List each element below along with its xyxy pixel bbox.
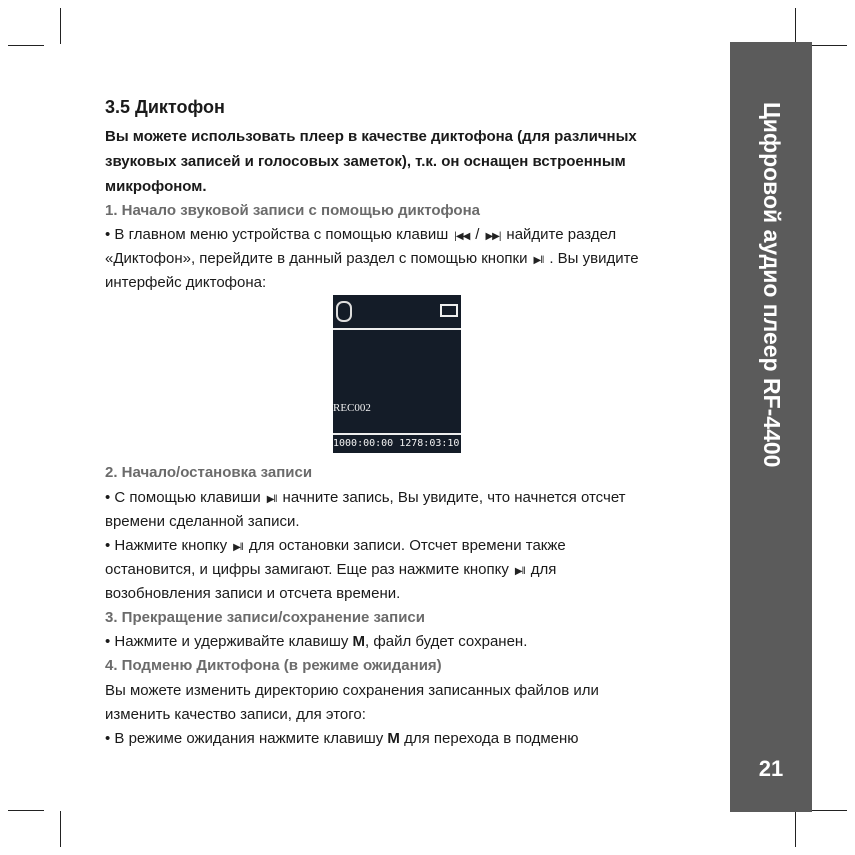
- text: • В главном меню устройства с помощью клавиш: [105, 226, 449, 243]
- text: для перехода в подменю: [399, 730, 579, 747]
- text: для: [530, 561, 557, 578]
- intro-line: звуковых записей и голосовых заметок), т.к. он оснащен встроенным: [105, 153, 626, 170]
- text-line: [105, 489, 626, 509]
- section-title: 4. Подменю Диктофона (в режиме ожидания): [105, 657, 442, 674]
- page-title: 3.5 Диктофон: [105, 97, 225, 117]
- text: • Нажмите кнопку: [105, 537, 228, 554]
- key-m: M: [387, 730, 400, 747]
- text: . Вы увидите: [549, 250, 639, 267]
- text: найдите раздел: [506, 226, 617, 243]
- prev-icon: |◀◀: [454, 231, 470, 242]
- intro-line: микрофоном.: [105, 178, 207, 195]
- text: • В режиме ожидания нажмите клавишу: [105, 730, 388, 747]
- text-line: [105, 730, 579, 748]
- text: «Диктофон», перейдите в данный раздел с помощью кнопки: [105, 250, 528, 267]
- text: остановится, и цифры замигают. Еще раз нажмите кнопку: [105, 561, 509, 578]
- text-line: [105, 633, 527, 651]
- section-title: 3. Прекращение записи/сохранение записи: [105, 609, 425, 626]
- record-status: 1000:00:00 1278:03:10: [333, 433, 461, 449]
- intro-line: Вы можете использовать плеер в качестве диктофона (для различных: [105, 128, 637, 145]
- crop-mark: [8, 45, 44, 46]
- text: /: [475, 226, 480, 243]
- text-line: времени сделанной записи.: [105, 513, 300, 530]
- text-line: [105, 250, 639, 270]
- crop-mark: [60, 8, 61, 44]
- crop-mark: [8, 810, 44, 811]
- section-title: 1. Начало звуковой записи с помощью диктофона: [105, 202, 480, 219]
- play-pause-icon: ▶ǁ: [233, 542, 243, 553]
- crop-mark: [795, 8, 796, 44]
- crop-mark: [795, 811, 796, 847]
- sidebar: [730, 42, 812, 812]
- play-pause-icon: ▶ǁ: [266, 494, 277, 505]
- microphone-icon: [336, 301, 352, 322]
- text: для остановки записи. Отсчет времени также: [248, 537, 566, 554]
- text: • С помощью клавиши: [105, 489, 261, 506]
- recorder-screen-image: [333, 295, 461, 453]
- sidebar-title: Цифровой аудио плеер RF-4400: [759, 102, 785, 468]
- text-line: интерфейс диктофона:: [105, 274, 267, 291]
- text-line: возобновления записи и отсчета времени.: [105, 585, 401, 602]
- next-icon: ▶▶|: [485, 231, 501, 242]
- text-line: [105, 561, 556, 581]
- text: • Нажмите и удерживайте клавишу: [105, 633, 353, 650]
- text-line: [105, 537, 566, 557]
- play-pause-icon: ▶ǁ: [533, 255, 544, 266]
- text: , файл будет сохранен.: [365, 633, 528, 650]
- screen-header: [333, 295, 461, 330]
- text: начните запись, Вы увидите, что начнется отсчет: [282, 489, 626, 506]
- crop-mark: [811, 810, 847, 811]
- play-pause-icon: ▶ǁ: [514, 566, 525, 577]
- text-line: [105, 226, 616, 246]
- battery-icon: [440, 304, 458, 317]
- text-line: Вы можете изменить директорию сохранения записанных файлов или: [105, 682, 599, 699]
- crop-mark: [811, 45, 847, 46]
- record-file-name: REC002: [333, 402, 371, 414]
- key-m: M: [352, 633, 366, 650]
- crop-mark: [60, 811, 61, 847]
- section-title: 2. Начало/остановка записи: [105, 464, 313, 481]
- page-number: 21: [758, 756, 784, 781]
- text-line: изменить качество записи, для этого:: [105, 706, 366, 723]
